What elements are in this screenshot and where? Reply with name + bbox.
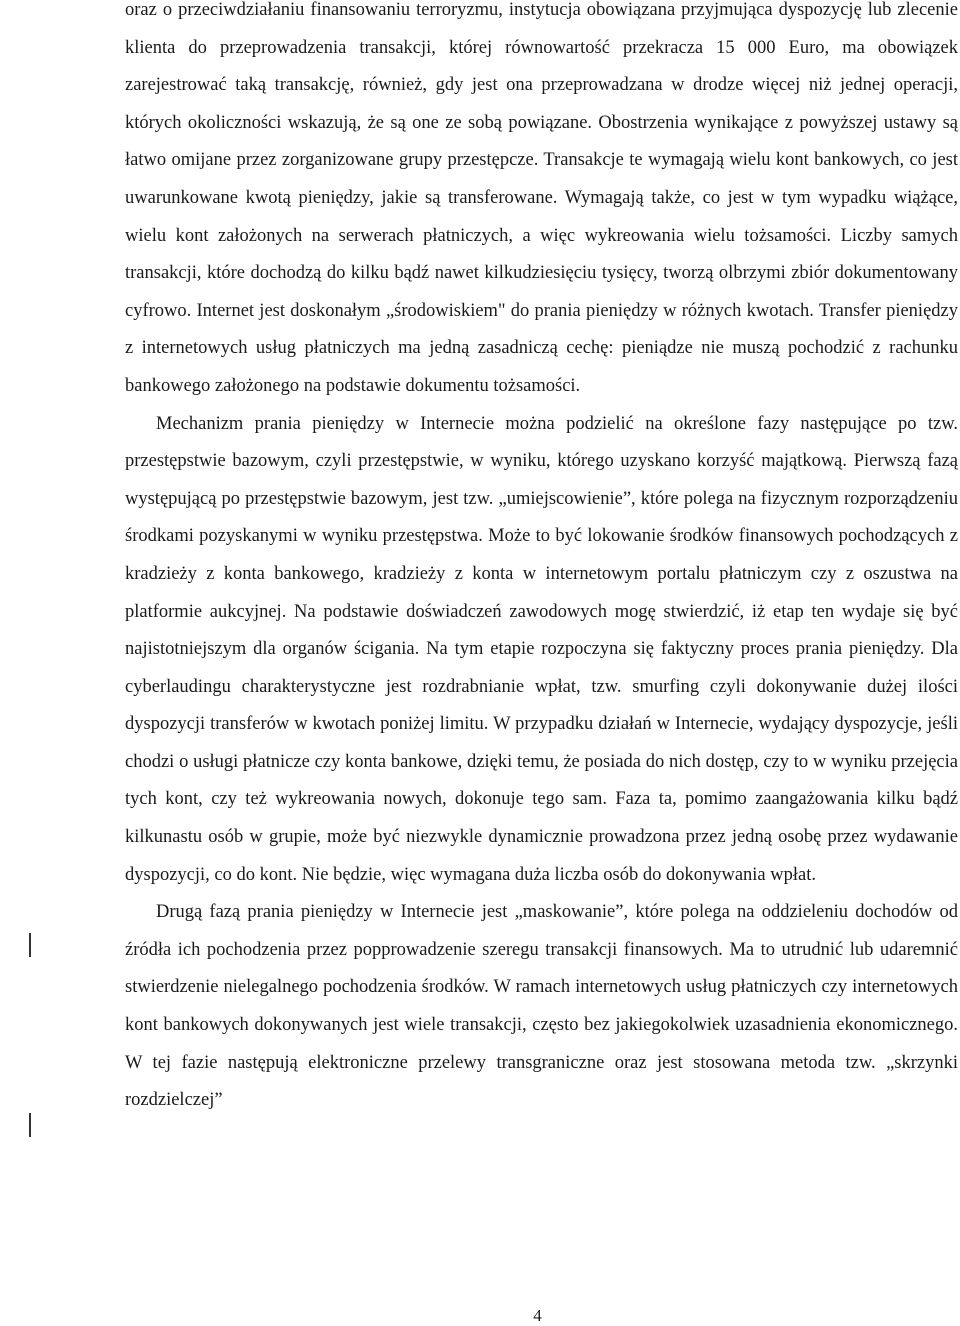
document-body (125, 0, 958, 1120)
revision-change-bar (29, 1113, 31, 1137)
paragraph-2: Mechanizm prania pieniędzy w Internecie można podzielić na określone fazy następujące po tzw. przestępstwie bazowym, czyli przestępstwie, w wyniku, którego uzyskano korzyść majątkową. Pierwszą fazą występującą po przestępstwie bazowym, jest tzw. „umiejscowienie”, które polega na fizycznym rozporządzeniu środkami pozyskanymi w wyniku przestępstwa. Może to być lokowanie środków finansowych pochodzących z kradzieży z konta bankowego, kradzieży z konta w internetowym portalu płatniczym czy z oszustwa na platformie aukcyjnej. Na podstawie doświadczeń zawodowych mogę stwierdzić, iż etap ten wydaje się być najistotniejszym dla organów ścigania. Na tym etapie rozpoczyna się faktyczny proces prania pieniędzy. Dla cyberlaudingu charakterystyczne jest rozdrabnianie wpłat, tzw. smurfing czyli dokonywanie dużej ilości dyspozycji transferów w kwotach poniżej limitu. W przypadku działań w Internecie, wydający dyspozycje, jeśli chodzi o usługi płatnicze czy konta bankowe, dzięki temu, że posiada do nich dostęp, czy to w wyniku przejęcia tych kont, czy też wykreowania nowych, dokonuje tego sam. Faza ta, pomimo zaangażowania kilku bądź kilkunastu osób w grupie, może być niezwykle dynamicznie prowadzona przez jedną osobę przez wydawanie dyspozycji, co do kont. Nie będzie, więc wymagana duża liczba osób do dokonywania wpłat. (125, 413, 958, 885)
paragraph-3: Drugą fazą prania pieniędzy w Internecie jest „maskowanie”, które polega na oddzieleniu dochodów od źródła ich pochodzenia przez popprowadzenie szeregu transakcji finansowych. Ma to utrudnić lub udaremnić stwierdzenie nielegalnego pochodzenia środków. W ramach internetowych usług płatniczych czy internetowych kont bankowych dokonywanych jest wiele transakcji, często bez jakiegokolwiek uzasadnienia ekonomicznego. W tej fazie następują elektroniczne przelewy transgraniczne oraz jest stosowana metoda tzw. „skrzynki rozdzielczej” (125, 902, 958, 1111)
page-number: 4 (533, 1306, 542, 1325)
paragraph-1: oraz o przeciwdziałaniu finansowaniu terroryzmu, instytucja obowiązana przyjmująca dyspozycję lub zlecenie klienta do przeprowadzenia transakcji, której równowartość przekracza 15 000 Euro, ma obowiązek zarejestrować taką transakcję, również, gdy jest ona przeprowadzana w drodze więcej niż jednej operacji, których okoliczności wskazują, że są one ze sobą powiązane. Obostrzenia wynikające z powyższej ustawy są łatwo omijane przez zorganizowane grupy przestępcze. Transakcje te wymagają wielu kont bankowych, co jest uwarunkowane kwotą pieniędzy, jakie są transferowane. Wymagają także, co jest w tym wypadku wiążące, wielu kont założonych na serwerach płatniczych, a więc wykreowania wielu tożsamości. Liczby samych transakcji, które dochodzą do kilku bądź nawet kilkudziesięciu tysięcy, tworzą olbrzymi zbiór dokumentowany cyfrowo. Internet jest doskonałym „środowiskiem" do prania pieniędzy w różnych kwotach. Transfer pieniędzy z internetowych usług płatniczych ma jedną zasadniczą cechę: pieniądze nie muszą pochodzić z rachunku bankowego założonego na podstawie dokumentu tożsamości. (125, 0, 958, 396)
revision-change-bar (29, 933, 31, 957)
